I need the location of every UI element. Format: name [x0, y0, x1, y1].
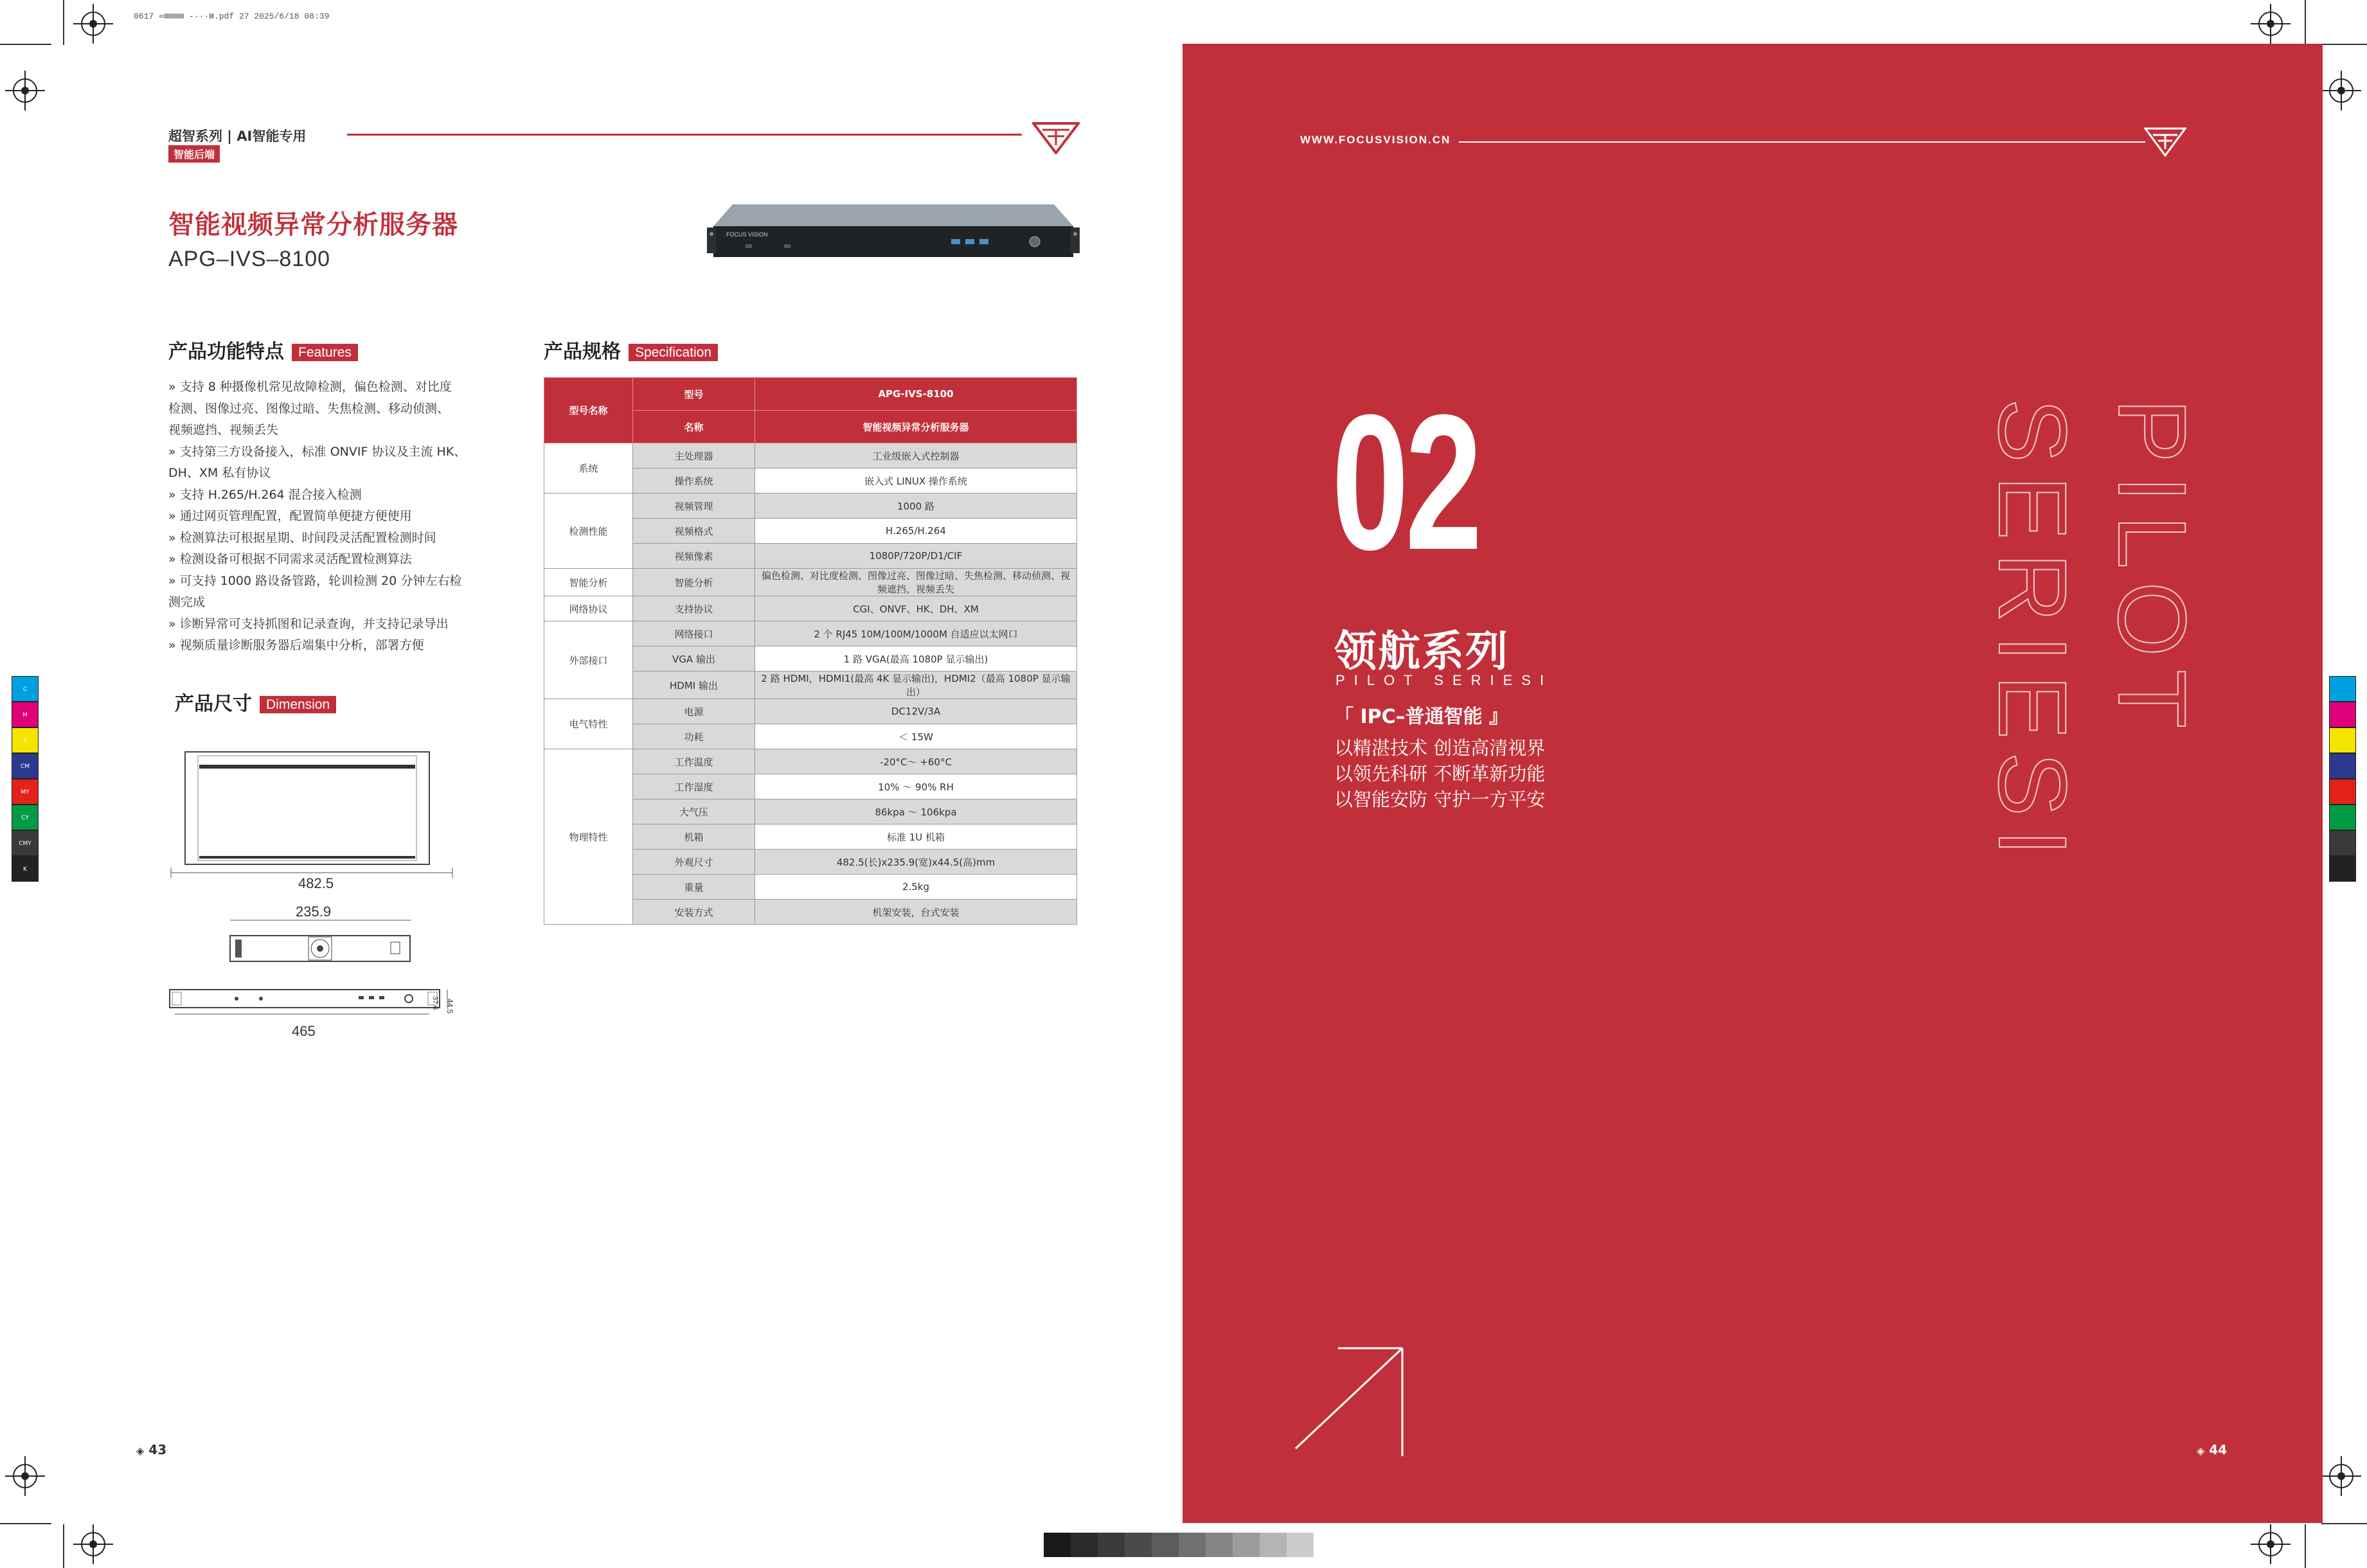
registration-mark-top-right-side	[2329, 78, 2354, 103]
table-row	[544, 494, 1077, 519]
spec-label-cell: 主处理器	[633, 443, 755, 468]
spec-value-cell: 标准 1U 机箱	[755, 824, 1077, 850]
spec-value-cell: 2.5kg	[755, 875, 1077, 900]
page-number-right	[2197, 1442, 2227, 1457]
table-row	[544, 749, 1077, 774]
spec-label-cell: 电源	[633, 699, 755, 724]
spec-value-cell: 偏色检测、对比度检测、图像过亮、图像过暗、失焦检测、移动侦测、视频遮挡、视频丢失	[755, 569, 1077, 596]
feature-line: 检测、图像过亮、图像过暗、失焦检测、移动侦测、	[168, 401, 450, 416]
product-model: APG–IVS–8100	[168, 247, 331, 271]
brand-logo-icon	[1032, 122, 1080, 154]
dimension-heading	[175, 688, 336, 716]
dimension-tag: Dimension	[260, 696, 336, 713]
table-row	[544, 621, 1077, 646]
series-sub-label: 智能后端	[168, 145, 220, 163]
feature-line: » 视频质量诊断服务器后端集中分析，部署方便	[168, 638, 424, 652]
spec-value-cell: APG-IVS-8100	[755, 378, 1077, 411]
feature-line: DH、XM 私有协议	[168, 466, 271, 480]
feature-line: » 检测算法可根据星期、时间段灵活配置检测时间	[168, 530, 436, 545]
registration-mark-bottom-left-side	[13, 1464, 37, 1488]
spec-label-cell: 工作湿度	[633, 774, 755, 799]
color-swatch: MY	[12, 779, 39, 805]
spec-value-cell: 1080P/720P/D1/CIF	[755, 544, 1077, 569]
feature-line: » 支持 8 种摄像机常见故障检测，偏色检测、对比度	[168, 380, 452, 394]
spec-label-cell: 名称	[633, 411, 755, 443]
feature-line: 测完成	[168, 595, 206, 609]
spec-value-cell: CGI、ONVF、HK、DH、XM	[755, 596, 1077, 621]
brand-logo-icon-white	[2144, 127, 2186, 157]
spec-table	[544, 377, 1077, 925]
page-number-text: 44	[2209, 1442, 2228, 1457]
dim-rack-label: 465	[292, 1023, 316, 1039]
device-brand-text: FOCUS VISION	[726, 231, 768, 238]
spec-value-cell: 10% ～ 90% RH	[755, 774, 1077, 799]
spec-group-cell: 物理特性	[544, 749, 633, 925]
header-rule	[347, 134, 1022, 136]
dim-side-label: 37.6	[431, 996, 439, 1010]
dim-depth-label: 235.9	[296, 904, 332, 920]
slogan-line: 以智能安防 守护一方平安	[1334, 788, 1546, 810]
section-title: 领航系列	[1334, 627, 1509, 676]
spec-label-cell: 智能分析	[633, 569, 755, 596]
table-row	[544, 569, 1077, 596]
crop-line	[2305, 0, 2306, 45]
feature-line: » 检测设备可根据不同需求灵活配置检测算法	[168, 552, 412, 566]
spec-value-cell: H.265/H.264	[755, 519, 1077, 544]
registration-mark-bottom-right-side	[2329, 1464, 2354, 1488]
spec-heading-text: 产品规格	[544, 341, 621, 363]
spec-value-cell: 2 路 HDMI，HDMI1(最高 4K 显示输出)，HDMI2（最高 1080P 显示输出）	[755, 672, 1077, 699]
spec-label-cell: 工作温度	[633, 749, 755, 774]
color-bar-right	[2329, 676, 2356, 882]
registration-mark-top-left-side	[13, 78, 37, 103]
feature-line: » 可支持 1000 路设备管路，轮训检测 20 分钟左右检	[168, 573, 462, 588]
features-heading	[168, 335, 358, 364]
table-row	[544, 378, 1077, 411]
website-url: WWW.FOCUSVISION.CN	[1300, 134, 1451, 146]
spec-label-cell: 视频像素	[633, 544, 755, 569]
spec-label-cell: 视频格式	[633, 519, 755, 544]
spec-value-cell: DC12V/3A	[755, 699, 1077, 724]
product-title: 智能视频异常分析服务器	[168, 210, 458, 240]
crop-line	[2305, 1524, 2306, 1568]
features-tag: Features	[292, 344, 358, 361]
url-rule	[1459, 141, 2145, 143]
feature-line: » 通过网页管理配置，配置简单便捷方便使用	[168, 509, 412, 523]
page-mark-icon: ◈	[136, 1445, 145, 1457]
gray-step-bar	[1044, 1533, 1314, 1557]
spec-value-cell: 1000 路	[755, 494, 1077, 519]
spec-group-cell: 检测性能	[544, 494, 633, 569]
dimension-heading-text: 产品尺寸	[175, 693, 252, 715]
color-swatch: CMY	[12, 830, 39, 856]
registration-mark-top-right	[2258, 12, 2283, 36]
spec-value-cell: 智能视频异常分析服务器	[755, 411, 1077, 443]
feature-line: 视频遮挡、视频丢失	[168, 423, 279, 437]
registration-mark-bottom-left	[81, 1532, 105, 1556]
spec-label-cell: 网络接口	[633, 621, 755, 646]
series-label: 超智系列 | AI智能专用	[168, 129, 307, 144]
color-swatch: CY	[12, 805, 39, 830]
registration-mark-bottom-right	[2258, 1532, 2283, 1556]
dim-width-label: 482.5	[298, 875, 334, 891]
spec-value-cell: 1 路 VGA(最高 1080P 显示输出)	[755, 646, 1077, 672]
spec-label-cell: 支持协议	[633, 596, 755, 621]
spec-group-cell: 网络协议	[544, 596, 633, 621]
vertical-text-pilot: PILOT	[2098, 398, 2206, 742]
spec-group-cell: 外部接口	[544, 621, 633, 699]
spec-label-cell: 外观尺寸	[633, 850, 755, 875]
color-swatch: C	[12, 676, 39, 702]
color-swatch: CM	[12, 753, 39, 779]
spec-value-cell: -20°C～ +60°C	[755, 749, 1077, 774]
spec-label-cell: 型号	[633, 378, 755, 411]
table-row	[544, 596, 1077, 621]
dimension-drawing	[166, 745, 474, 1041]
server-device-image	[707, 199, 1080, 270]
print-meta-line: 0617 «⊠⊠⊠⊠ -···⊠.pdf 27 2025/6/18 08:39	[134, 12, 330, 21]
slogan-line: 以领先科研 不断革新功能	[1334, 763, 1546, 785]
crop-line	[63, 0, 64, 45]
dim-height-label: 44.5	[445, 999, 454, 1014]
arrow-up-right-icon	[1292, 1343, 1414, 1459]
spec-group-cell: 型号名称	[544, 378, 633, 443]
section-subtitle: PILOT SERIESI	[1335, 672, 1553, 688]
spec-value-cell: 机架安装，台式安装	[755, 900, 1077, 925]
spec-value-cell: 482.5(长)x235.9(宽)x44.5(高)mm	[755, 850, 1077, 875]
crop-line	[0, 44, 51, 45]
spec-value-cell: 工业级嵌入式控制器	[755, 443, 1077, 468]
table-row	[544, 443, 1077, 468]
spec-label-cell: 重量	[633, 875, 755, 900]
spec-value-cell: 86kpa ～ 106kpa	[755, 799, 1077, 824]
page-mark-icon: ◈	[2197, 1445, 2205, 1457]
section-quote: 「 IPC–普通智能 』	[1334, 706, 1509, 728]
color-swatch: Y	[12, 727, 39, 753]
spec-tag: Specification	[629, 344, 718, 361]
color-bar-left	[12, 676, 39, 882]
registration-mark-top-left	[81, 12, 105, 36]
page-number-text: 43	[148, 1442, 167, 1457]
spec-label-cell: VGA 输出	[633, 646, 755, 672]
spec-label-cell: HDMI 输出	[633, 672, 755, 699]
spec-label-cell: 视频管理	[633, 494, 755, 519]
spec-label-cell: 操作系统	[633, 468, 755, 494]
crop-line	[0, 1523, 51, 1524]
spec-value-cell: 2 个 RJ45 10M/100M/1000M 自适应以太网口	[755, 621, 1077, 646]
spec-heading	[544, 335, 718, 364]
feature-line: » 支持第三方设备接入，标准 ONVIF 协议及主流 HK、	[168, 444, 467, 459]
vertical-text-series: SERIESI	[1979, 398, 2087, 869]
crop-line	[2321, 44, 2367, 45]
feature-line: » 诊断异常可支持抓图和记录查询，并支持记录导出	[168, 616, 449, 631]
color-swatch: K	[12, 856, 39, 882]
spec-group-cell: 系统	[544, 443, 633, 494]
table-row	[544, 699, 1077, 724]
spec-label-cell: 功耗	[633, 724, 755, 749]
feature-line: » 支持 H.265/H.264 混合接入检测	[168, 487, 362, 502]
spec-group-cell: 智能分析	[544, 569, 633, 596]
page-number-left	[136, 1442, 166, 1457]
spec-value-cell: 嵌入式 LINUX 操作系统	[755, 468, 1077, 494]
features-list	[168, 377, 490, 657]
spec-label-cell: 大气压	[633, 799, 755, 824]
features-heading-text: 产品功能特点	[168, 341, 284, 363]
spec-group-cell: 电气特性	[544, 699, 633, 749]
slogan-line: 以精湛技术 创造高清视界	[1334, 737, 1546, 759]
color-swatch: M	[12, 702, 39, 727]
spec-label-cell: 安装方式	[633, 900, 755, 925]
crop-line	[2321, 1523, 2367, 1524]
section-number: 02	[1332, 374, 1479, 590]
spec-label-cell: 机箱	[633, 824, 755, 850]
crop-line	[63, 1524, 64, 1568]
spec-value-cell: ＜ 15W	[755, 724, 1077, 749]
